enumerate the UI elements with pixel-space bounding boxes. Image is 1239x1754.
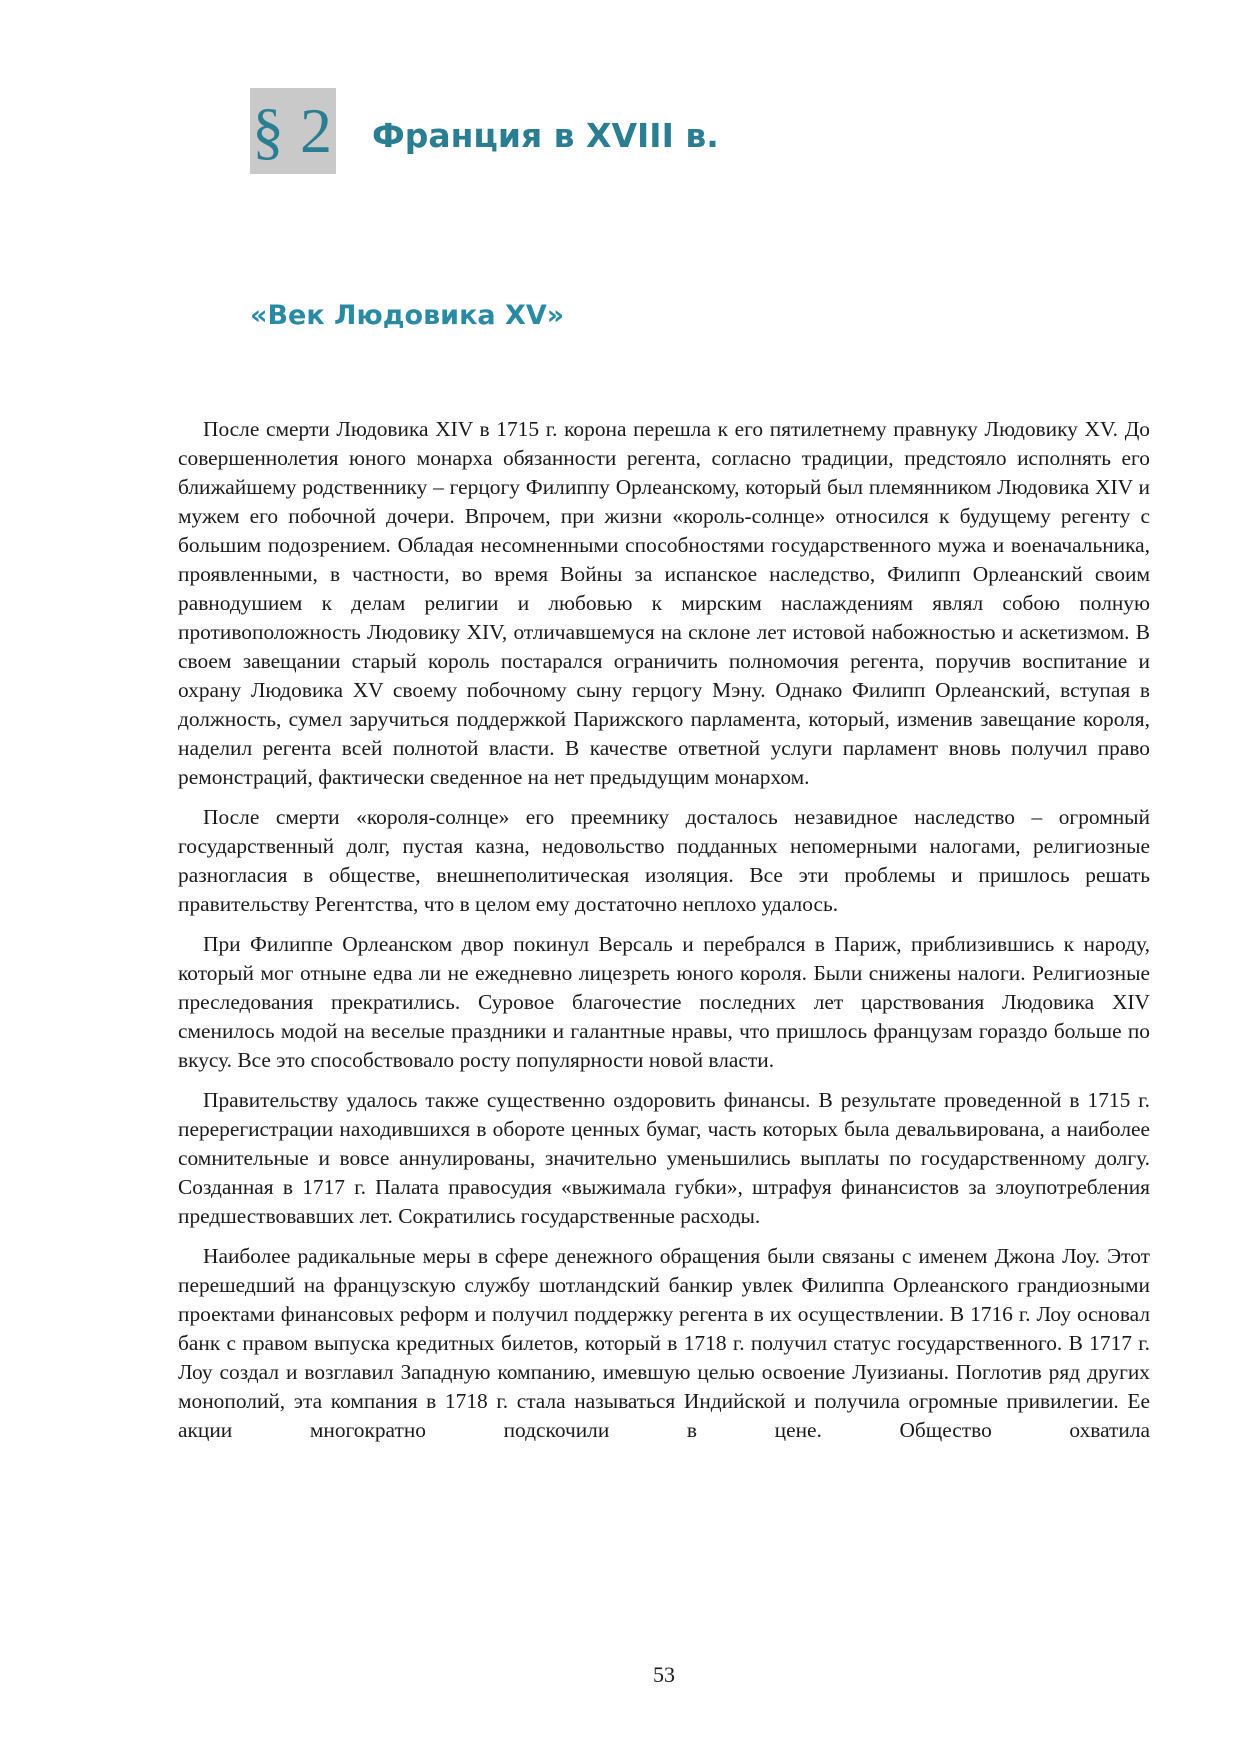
- section-number-badge: § 2: [250, 88, 336, 174]
- paragraph: После смерти Людовика XIV в 1715 г. корона перешла к его пятилетнему правнуку Людовику XV. До совершеннолетия юного монарха обязанности регента, согласно традиции, предстояло исполнять его ближайшему родственнику – герцогу Филиппу Орлеанскому, который был племянником Людовика XIV и мужем его побочной дочери. Впрочем, при жизни «король-солнце» относился к будущему регенту с большим подозрением. Обладая несомненными способностями государственного мужа и военачальника, проявленными, в частности, во время Войны за испанское наследство, Филипп Орлеанский своим равнодушием к делам религии и любовью к мирским наслаждениям являл собою полную противоположность Людовику XIV, отличавшемуся на склоне лет истовой набожностью и аскетизмом. В своем завещании старый король постарался ограничить полномочия регента, поручив воспитание и охрану Людовика XV своему побочному сыну герцогу Мэну. Однако Филипп Орлеанский, вступая в должность, сумел заручиться поддержкой Парижского парламента, который, изменив завещание короля, наделил регента всей полнотой власти. В качестве ответной услуги парламент вновь получил право ремонстраций, фактически сведенное на нет предыдущим монархом.: [178, 417, 1150, 789]
- chapter-header: [250, 88, 719, 174]
- section-subheading: «Век Людовика XV»: [250, 300, 565, 331]
- chapter-title: Франция в XVIII в.: [372, 116, 719, 155]
- paragraph: Наиболее радикальные меры в сфере денежного обращения были связаны с именем Джона Лоу. Этот перешедший на французскую службу шотландский банкир увлек Филиппа Орлеанского грандиозными проектами финансовых реформ и получил поддержку регента в их осуществлении. В 1716 г. Лоу основал банк с правом выпуска кредитных билетов, который в 1718 г. получил статус государственного. В 1717 г. Лоу создал и возглавил Западную компанию, имевшую целью освоение Луизианы. Поглотив ряд других монополий, эта компания в 1718 г. стала называться Индийской и получила огромные привилегии. Ее акции многократно подскочили в цене. Общество охватила: [178, 1244, 1150, 1442]
- paragraph: После смерти «короля-солнце» его преемнику досталось незавидное наследство – огромный государственный долг, пустая казна, недовольство подданных непомерными налогами, религиозные разногласия в обществе, внешнеполитическая изоляция. Все эти проблемы и пришлось решать правительству Регентства, что в целом ему достаточно неплохо удалось.: [178, 805, 1150, 916]
- body-text: [178, 415, 1150, 1456]
- page-number: 53: [653, 1662, 675, 1687]
- paragraph: Правительству удалось также существенно оздоровить финансы. В результате проведенной в 1715 г. перерегистрации находившихся в обороте ценных бумаг, часть которых была девальвирована, а наиболее сомнительные и вовсе аннулированы, значительно уменьшились выплаты по государственному долгу. Созданная в 1717 г. Палата правосудия «выжимала губки», штрафуя финансистов за злоупотребления предшествовавших лет. Сократились государственные расходы.: [178, 1088, 1150, 1228]
- paragraph: При Филиппе Орлеанском двор покинул Версаль и перебрался в Париж, приблизившись к народу, который мог отныне едва ли не ежедневно лицезреть юного короля. Были снижены налоги. Религиозные преследования прекратились. Суровое благочестие последних лет царствования Людовика XIV сменилось модой на веселые праздники и галантные нравы, что пришлось французам гораздо больше по вкусу. Все это способствовало росту популярности новой власти.: [178, 932, 1150, 1072]
